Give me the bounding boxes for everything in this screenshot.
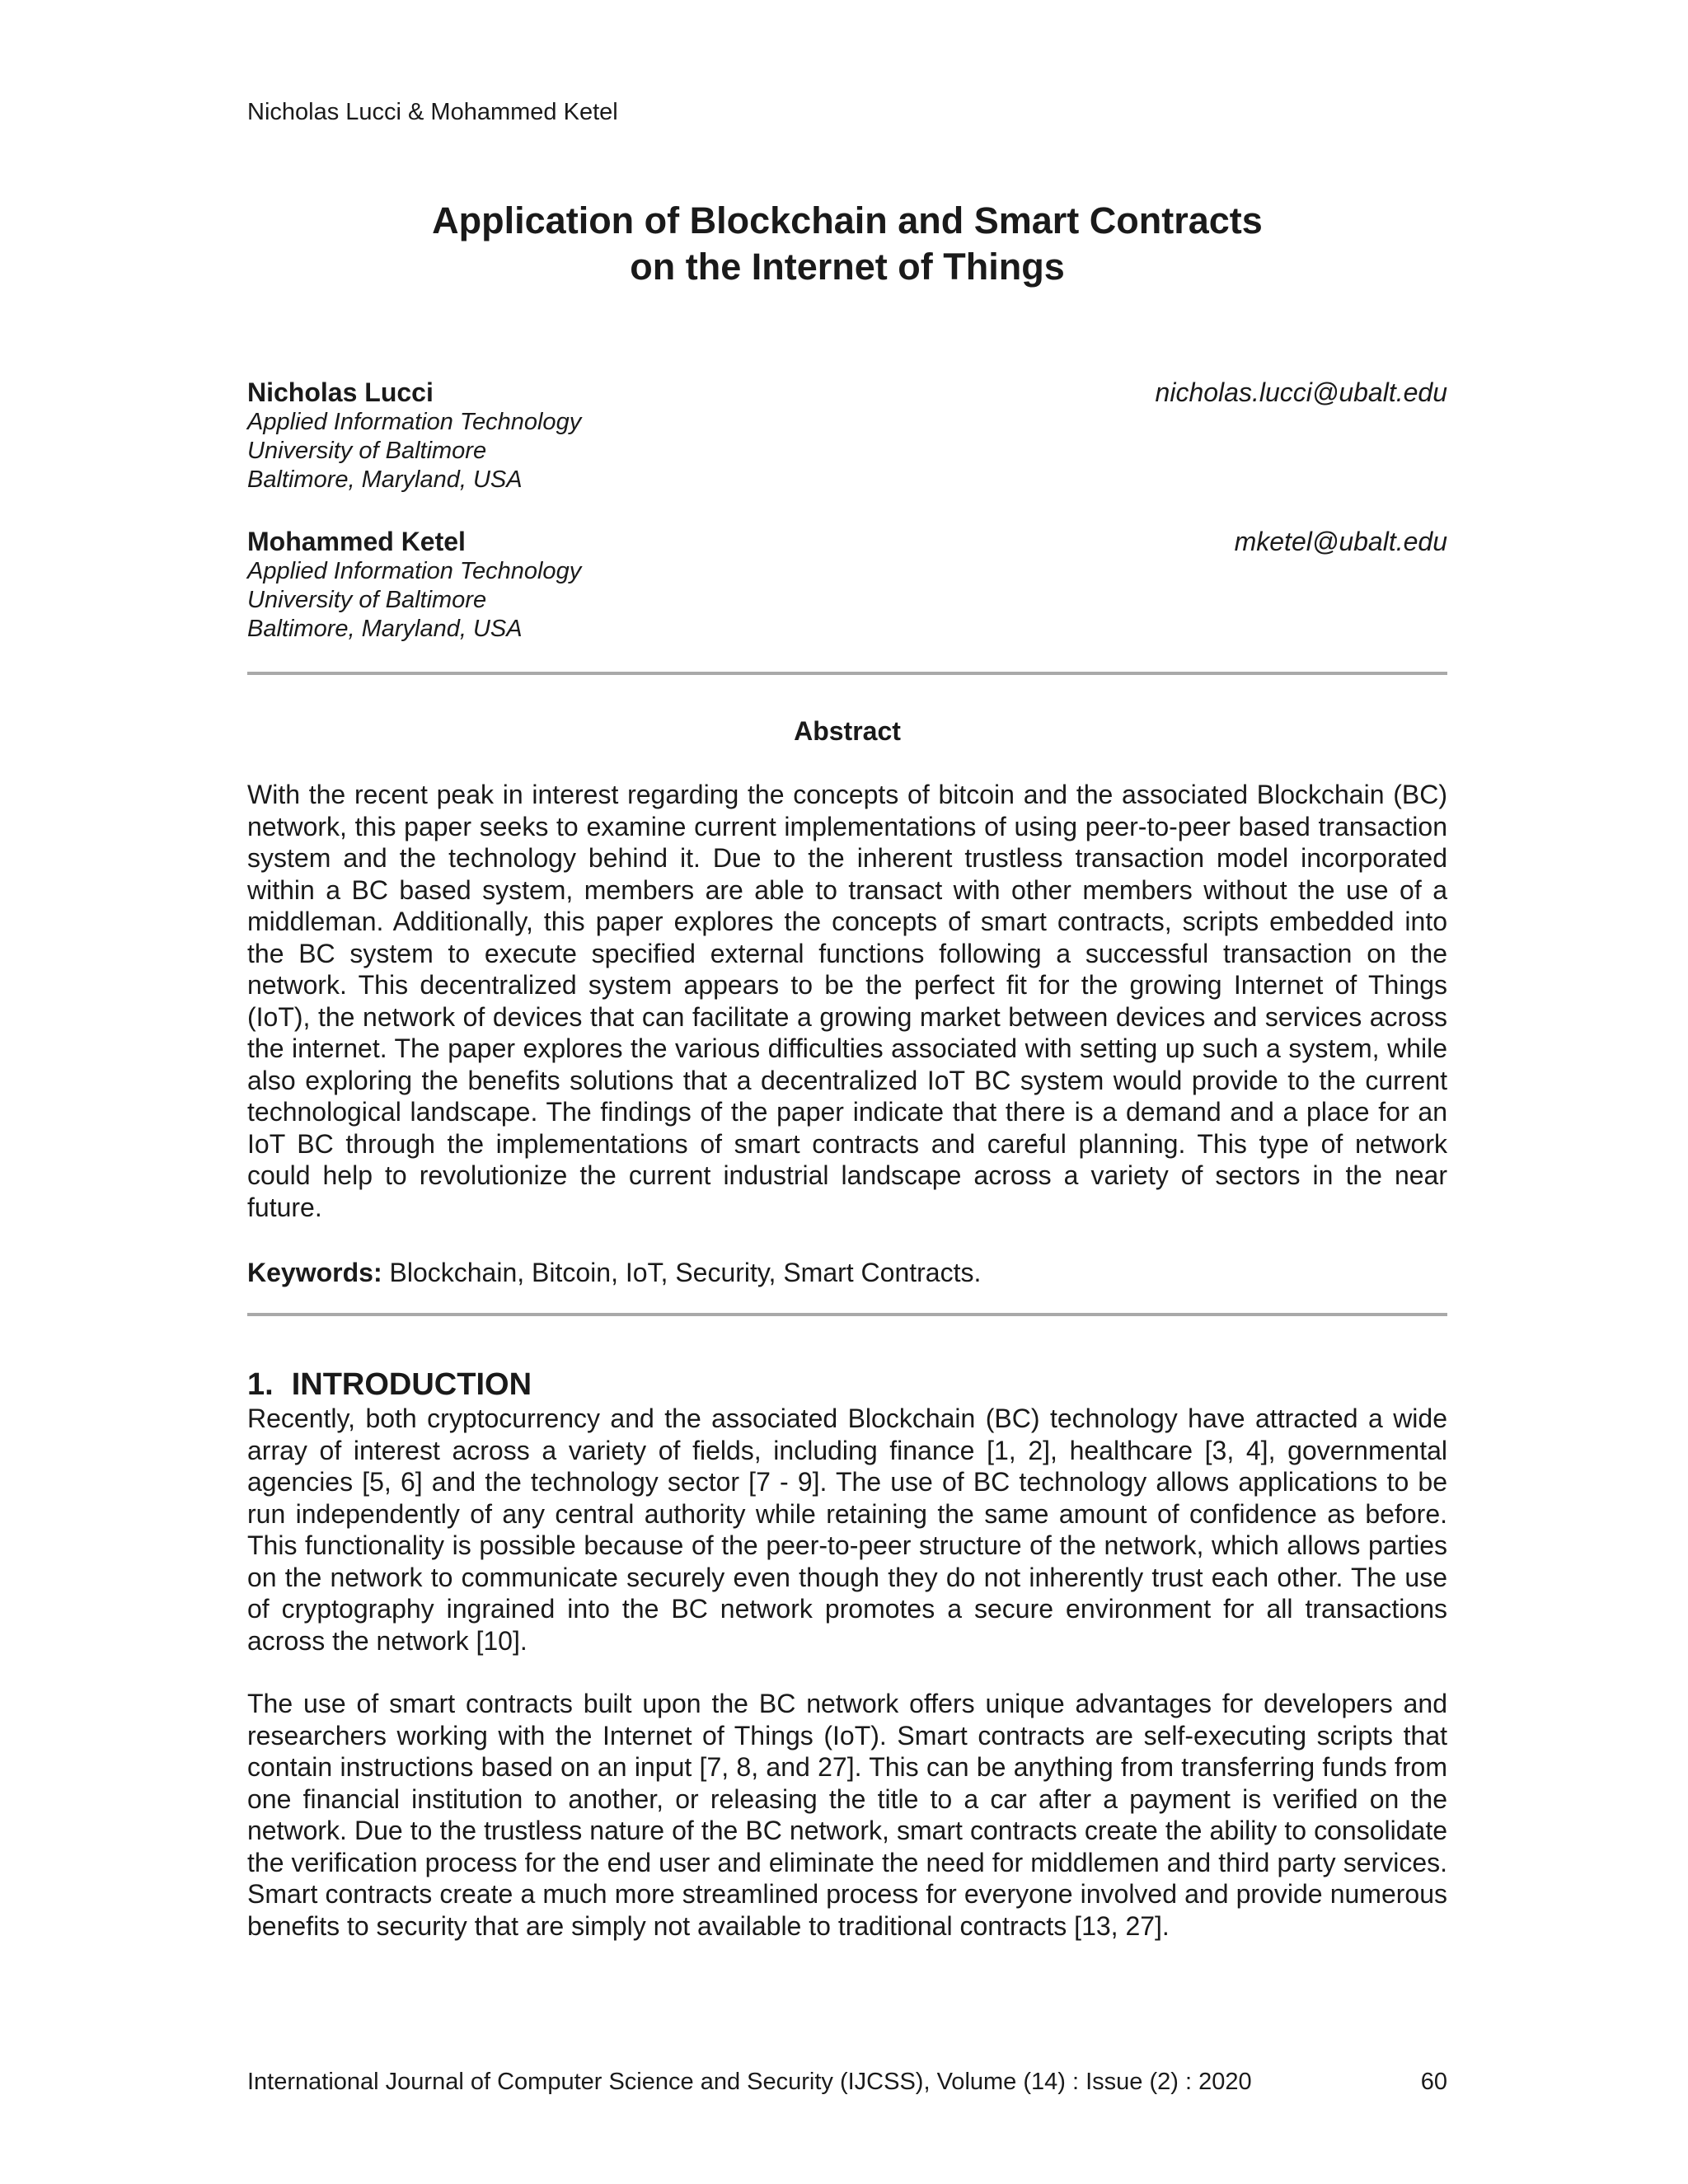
paper-title (247, 198, 1447, 290)
author-affiliation-line: Applied Information Technology (247, 558, 582, 584)
page-number: 60 (1420, 2069, 1447, 2095)
author-block-1 (247, 377, 1447, 494)
abstract-heading: Abstract (794, 716, 901, 746)
section-number: 1. (247, 1367, 274, 1402)
divider-rule (247, 672, 1447, 675)
author-affiliation-line: University of Baltimore (247, 438, 487, 464)
running-head: Nicholas Lucci & Mohammed Ketel (247, 99, 618, 125)
keywords (247, 1257, 1447, 1289)
body-paragraph: Recently, both cryptocurrency and the associated Blockchain (BC) technology have attracted a wide array of interest across a variety of fields, including finance [1, 2], healthcare [3, 4], governmental agencies [5, 6] and the technology sector [7 - 9]. The use of BC technology allows applications to be run independently of any central authority while retaining the same amount of confidence as before. This functionality is possible because of the peer-to-peer structure of the network, which allows parties on the network to communicate securely even though they do not inherently trust each other. The use of cryptography ingrained into the BC network promotes a secure environment for all transactions across the network [10]. (247, 1404, 1447, 1656)
paper-title-line-2: on the Internet of Things (630, 246, 1065, 288)
author-email[interactable]: mketel@ubalt.edu (1234, 527, 1447, 556)
author-email[interactable]: nicholas.lucci@ubalt.edu (1155, 377, 1447, 407)
author-affiliation-line: University of Baltimore (247, 587, 487, 613)
section-title: INTRODUCTION (291, 1367, 532, 1402)
author-name: Nicholas Lucci (247, 377, 434, 407)
author-block-2 (247, 526, 1447, 644)
keywords-label: Keywords: (247, 1258, 382, 1287)
footer-journal: International Journal of Computer Science and Security (IJCSS), Volume (14) : Issue (2) : 2020 (247, 2069, 1252, 2095)
author-affiliation-line: Baltimore, Maryland, USA (247, 616, 523, 642)
divider-rule (247, 1313, 1447, 1316)
author-affiliation-line: Baltimore, Maryland, USA (247, 466, 523, 493)
section-heading (247, 1366, 532, 1403)
paper-title-line-1: Application of Blockchain and Smart Contracts (432, 199, 1263, 241)
body-paragraph: The use of smart contracts built upon the BC network offers unique advantages for developers and researchers working with the Internet of Things (IoT). Smart contracts are self-executing scripts that contain instructions based on an input [7, 8, and 27]. This can be anything from transferring funds from one financial institution to another, or releasing the title to a car after a payment is verified on the network. Due to the trustless nature of the BC network, smart contracts create the ability to consolidate the verification process for the end user and eliminate the need for middlemen and third party services. Smart contracts create a much more streamlined process for everyone involved and provide numerous benefits to security that are simply not available to traditional contracts [13, 27]. (247, 1689, 1447, 1941)
page-footer (247, 2067, 1447, 2097)
author-affiliation-line: Applied Information Technology (247, 409, 582, 435)
abstract-text: With the recent peak in interest regarding the concepts of bitcoin and the associated Blockchain (BC) network, this paper seeks to examine current implementations of using peer-to-peer based transaction system and the technology behind it. Due to the inherent trustless transaction model incorporated within a BC based system, members are able to transact with other members without the use of a middleman. Additionally, this paper explores the concepts of smart contracts, scripts embedded into the BC system to execute specified external functions following a successful transaction on the network. This decentralized system appears to be the perfect fit for the growing Internet of Things (IoT), the network of devices that can facilitate a growing market between devices and services across the internet. The paper explores the various difficulties associated with setting up such a system, while also exploring the benefits solutions that a decentralized IoT BC system would provide to the current technological landscape. The findings of the paper indicate that there is a demand and a place for an IoT BC through the implementations of smart contracts and careful planning. This type of network could help to revolutionize the current industrial landscape across a variety of sectors in the near future. (247, 780, 1447, 1222)
keywords-text: Blockchain, Bitcoin, IoT, Security, Smart Contracts. (389, 1258, 982, 1287)
author-name: Mohammed Ketel (247, 527, 466, 556)
